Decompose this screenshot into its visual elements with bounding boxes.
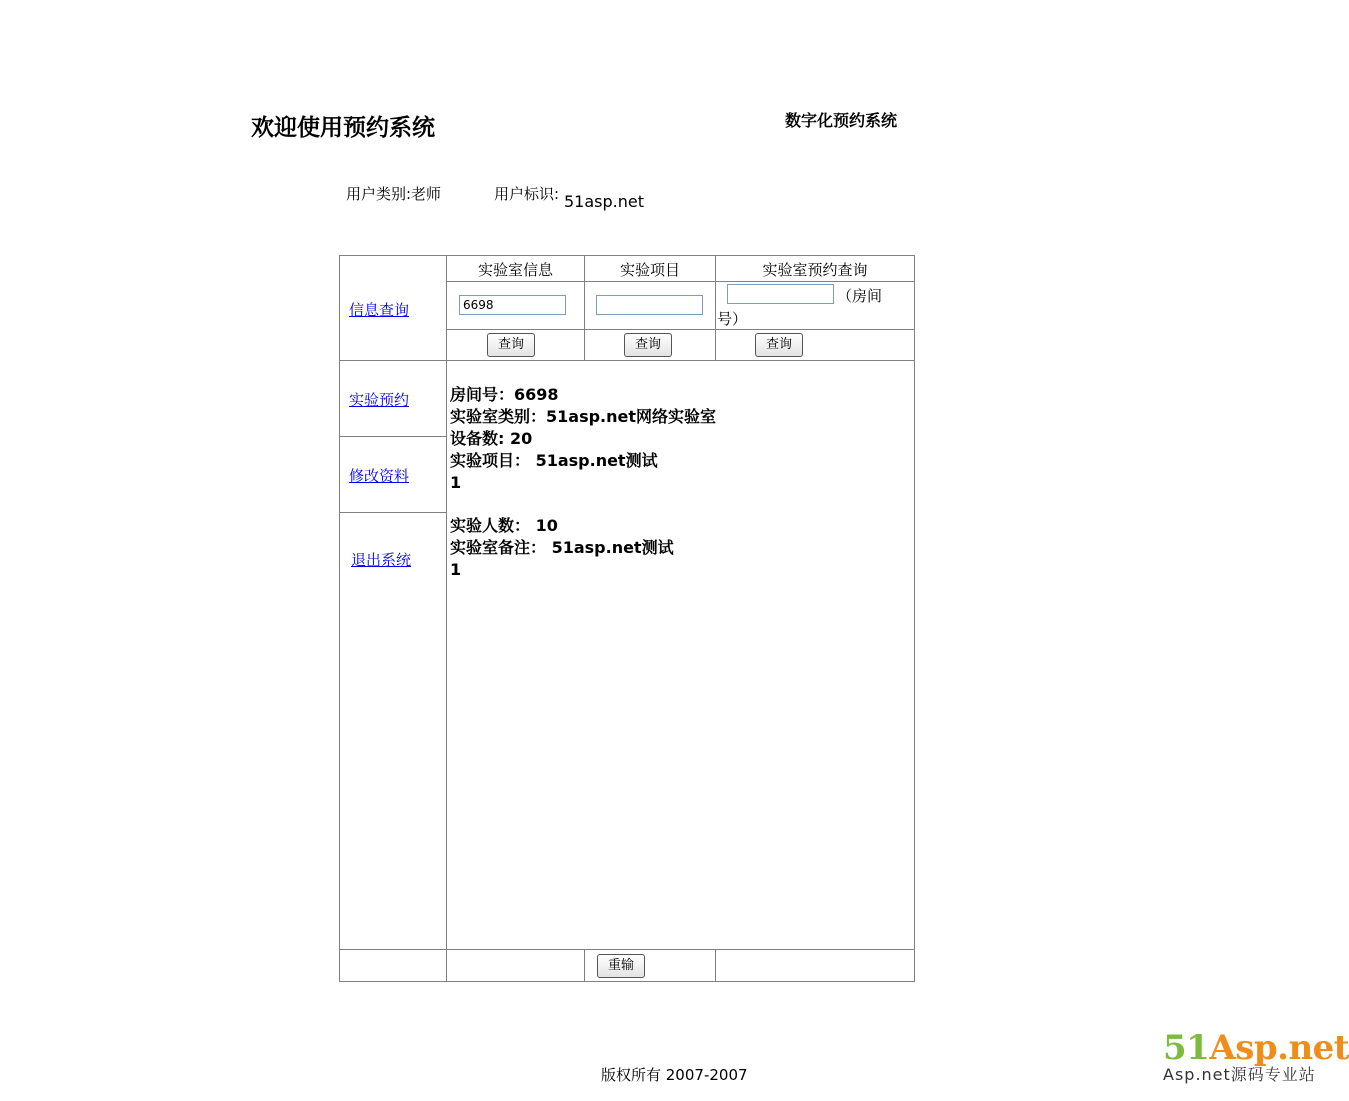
detail-remark: 实验室备注： 51asp.net测试 bbox=[450, 538, 674, 557]
query-section-line bbox=[339, 360, 915, 361]
site-logo bbox=[1163, 1028, 1349, 1084]
system-name: 数字化预约系统 bbox=[785, 111, 898, 130]
lab-info-input[interactable] bbox=[459, 295, 566, 315]
divider-footer-col2 bbox=[584, 950, 585, 982]
lab-project-input[interactable] bbox=[596, 295, 703, 315]
nav-line-1 bbox=[339, 436, 447, 437]
detail-room: 房间号：6698 bbox=[450, 385, 559, 404]
lab-info-query-button[interactable]: 查询 bbox=[487, 333, 535, 357]
user-type-label: 用户类别:老师 bbox=[346, 185, 442, 203]
detail-project: 实验项目： 51asp.net测试 bbox=[450, 451, 658, 470]
lab-details bbox=[450, 384, 716, 581]
divider-nav bbox=[446, 255, 447, 982]
nav-line-2 bbox=[339, 512, 447, 513]
table-border-bottom bbox=[339, 981, 915, 982]
col-header-lab-info: 实验室信息 bbox=[477, 261, 553, 279]
copyright: 版权所有 2007-2007 bbox=[601, 1066, 748, 1084]
detail-remark-extra: 1 bbox=[450, 560, 462, 579]
booking-query-button[interactable]: 查询 bbox=[755, 333, 803, 357]
col-header-booking-query: 实验室预约查询 bbox=[762, 261, 868, 279]
detail-lab-type: 实验室类别：51asp.net网络实验室 bbox=[450, 407, 717, 426]
nav-logout[interactable]: 退出系统 bbox=[351, 551, 412, 569]
detail-project-extra: 1 bbox=[450, 473, 462, 492]
reset-button[interactable]: 重输 bbox=[597, 954, 645, 978]
logo-part-1: 51 bbox=[1163, 1028, 1210, 1068]
detail-equipment: 设备数: 20 bbox=[450, 429, 533, 448]
page-title: 欢迎使用预约系统 bbox=[251, 115, 435, 141]
room-number-hint: （房间号） bbox=[717, 287, 883, 328]
logo-tagline: Asp.net源码专业站 bbox=[1163, 1065, 1316, 1084]
col-header-lab-project: 实验项目 bbox=[619, 261, 680, 279]
footer-row-line bbox=[339, 949, 915, 950]
table-border-top bbox=[339, 255, 915, 256]
nav-lab-booking[interactable]: 实验预约 bbox=[349, 391, 410, 409]
detail-people: 实验人数： 10 bbox=[450, 516, 558, 535]
nav-info-query[interactable]: 信息查询 bbox=[349, 301, 410, 319]
lab-project-query-button[interactable]: 查询 bbox=[624, 333, 672, 357]
header-row-line bbox=[447, 281, 914, 282]
table-border-left bbox=[339, 255, 340, 982]
nav-edit-profile[interactable]: 修改资料 bbox=[349, 467, 410, 485]
user-id-label: 用户标识: bbox=[494, 185, 560, 203]
table-border-right bbox=[914, 255, 915, 982]
user-id-value: 51asp.net bbox=[564, 192, 644, 211]
divider-footer-col3 bbox=[715, 950, 716, 982]
logo-part-2: Asp.net bbox=[1209, 1028, 1349, 1068]
